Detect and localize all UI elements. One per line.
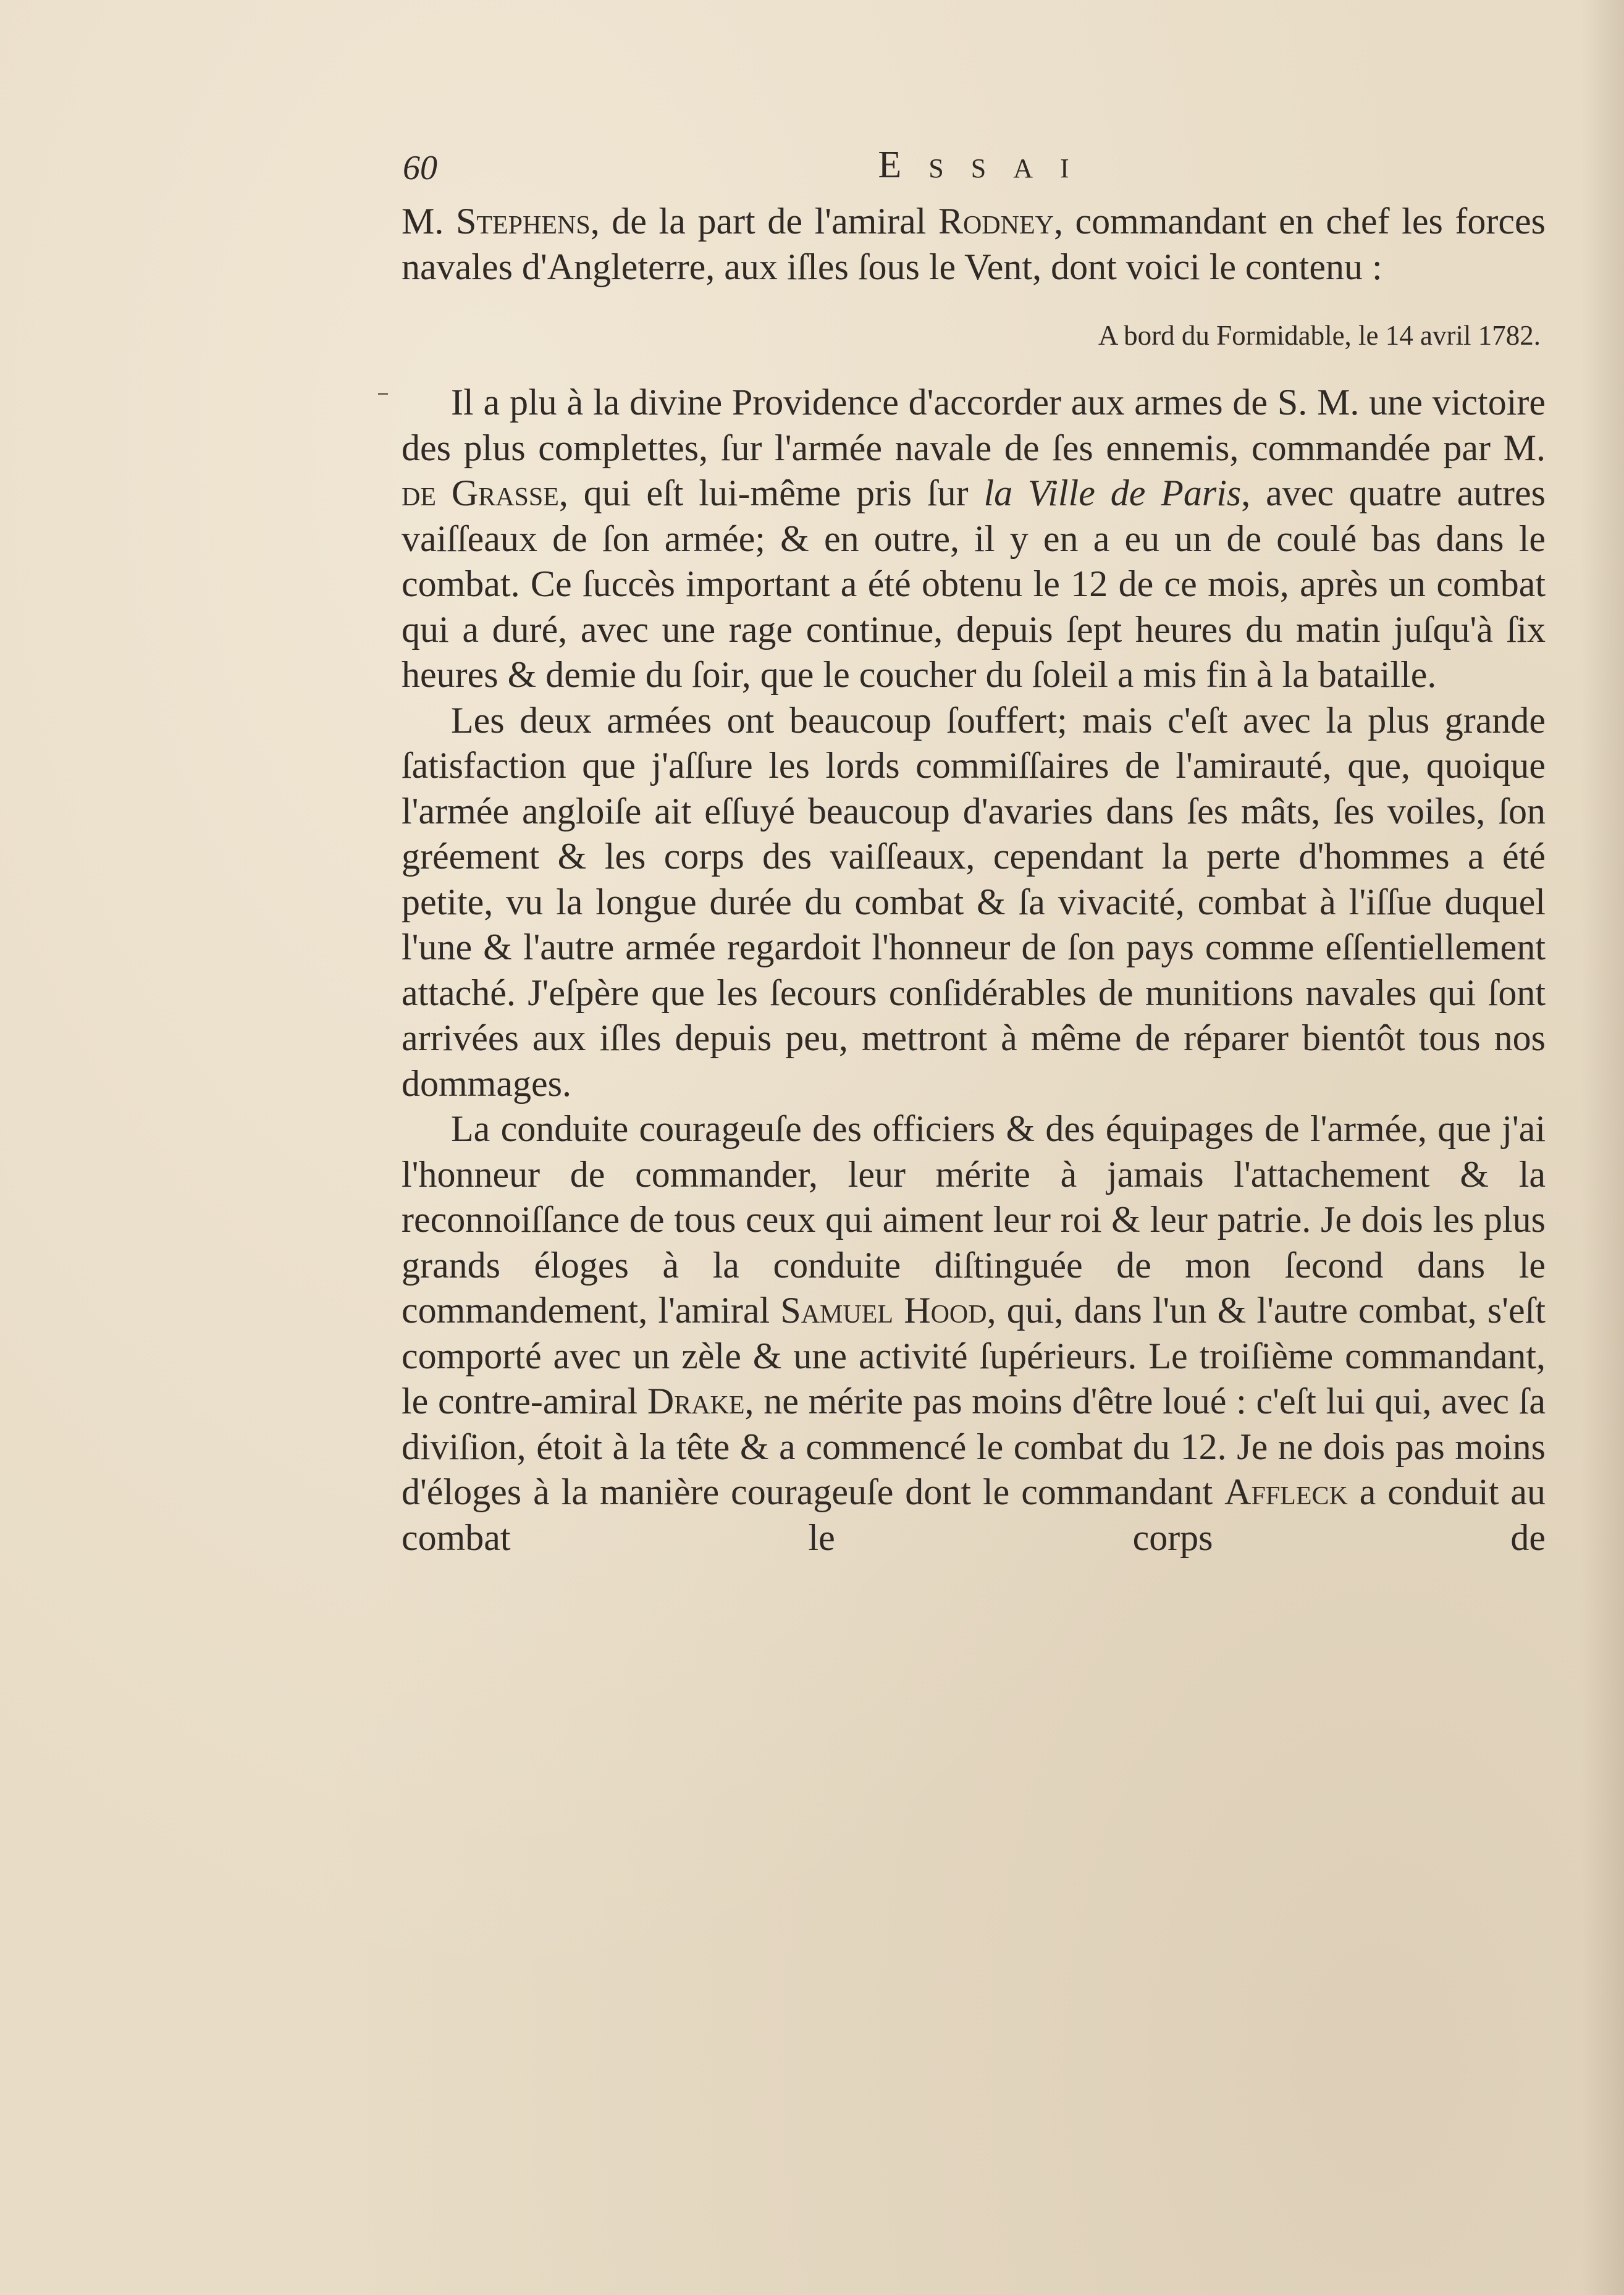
running-title [402, 143, 1546, 187]
margin-mark [378, 393, 388, 395]
letter-intro [402, 199, 1546, 290]
intro-text: M. [402, 201, 456, 242]
paragraph-text: , qui eſt lui-même pris ſur [558, 473, 984, 513]
letter-dateline: A bord du Formidable, le 14 avril 1782. [1098, 320, 1541, 351]
paragraph-text: , ne mérite pas moins d'être loué : c'eſt lui qui, avec ſa diviſion, étoit à la tête & a commencé le combat du 12. Je ne dois pas moins d'éloges à la manière courageuſe dont le commandant [402, 1381, 1546, 1512]
ship-name: la Ville de Paris [983, 473, 1242, 513]
paragraph: Les deux armées ont beaucoup ſouffert; mais c'eſt avec la plus grande ſatisfaction que j'aſſure les lords commiſſaires de l'amirauté, que, quoique l'armée angloiſe ait eſſuyé beaucoup d'avaries dans ſes mâts, ſes voiles, ſon gréement & les corps des vaiſſeaux, cependant la perte d'hommes a été petite, vu la longue durée du combat & ſa vivacité, combat à l'iſſue duquel l'une & l'autre armée regardoit l'honneur de ſon pays comme eſſentiellement attaché. J'eſpère que les ſecours conſidérables de munitions navales qui ſont arrivées aux iſles depuis peu, mettront à même de réparer bientôt tous nos dommages. [402, 699, 1546, 1104]
person-name: Drake [647, 1381, 745, 1421]
intro-text: en chef les forces navales d'Angleterre, aux iſles ſous le Vent, dont voici le contenu : [402, 201, 1546, 287]
page-text [402, 143, 1546, 1560]
paragraph-text: , qui, dans l'un & l'autre combat, s'eſt comporté avec un zèle & une activité ſupérieurs. Le troiſième commandant, le contre-amiral [402, 1290, 1546, 1421]
person-name: de Grasse [402, 473, 559, 513]
paragraph [402, 1106, 1546, 1560]
person-name: Affleck [1224, 1472, 1348, 1512]
intro-text: , de la part de l'amiral [590, 201, 938, 242]
page-edge-shadow [1581, 0, 1624, 2295]
page-number: 60 [403, 149, 437, 187]
running-title-rest: SSAI [928, 153, 1096, 183]
paragraph-text: Il a plu à la divine Providence d'accorder aux armes de S. M. une victoire des plus complettes, ſur l'armée navale de ſes ennemis, commandée par M. [402, 382, 1546, 468]
paragraph-text: La conduite courageuſe des officiers & des équipages de l'armée, que j'ai l'honneur de commander, leur mérite à jamais l'attachement & la reconnoiſſance de tous ceux qui aiment leur roi & leur patrie. Je dois les plus grands éloges à la conduite diſtinguée de mon ſecond dans le commandement, l'amiral [402, 1108, 1546, 1331]
person-name: Samuel Hood [780, 1290, 987, 1331]
running-title-initial: E [878, 144, 929, 186]
paragraph [402, 380, 1546, 698]
running-head [402, 143, 1546, 199]
person-name: Stephens [455, 201, 591, 242]
person-name: Rodney [938, 201, 1054, 242]
paragraph-text: , avec quatre autres vaiſſeaux de ſon armée; & en outre, il y en a eu un de coulé bas dans le combat. Ce ſuccès important a été obtenu le 12 de ce mois, après un combat qui a duré, avec une rage continue, depuis ſept heures du matin juſqu'à ſix heures & demie du ſoir, que le coucher du ſoleil a mis fin à la bataille. [402, 473, 1546, 695]
paragraph-text: a conduit au combat le corps de [402, 1472, 1546, 1558]
intro-text: , commandant [1053, 201, 1267, 242]
